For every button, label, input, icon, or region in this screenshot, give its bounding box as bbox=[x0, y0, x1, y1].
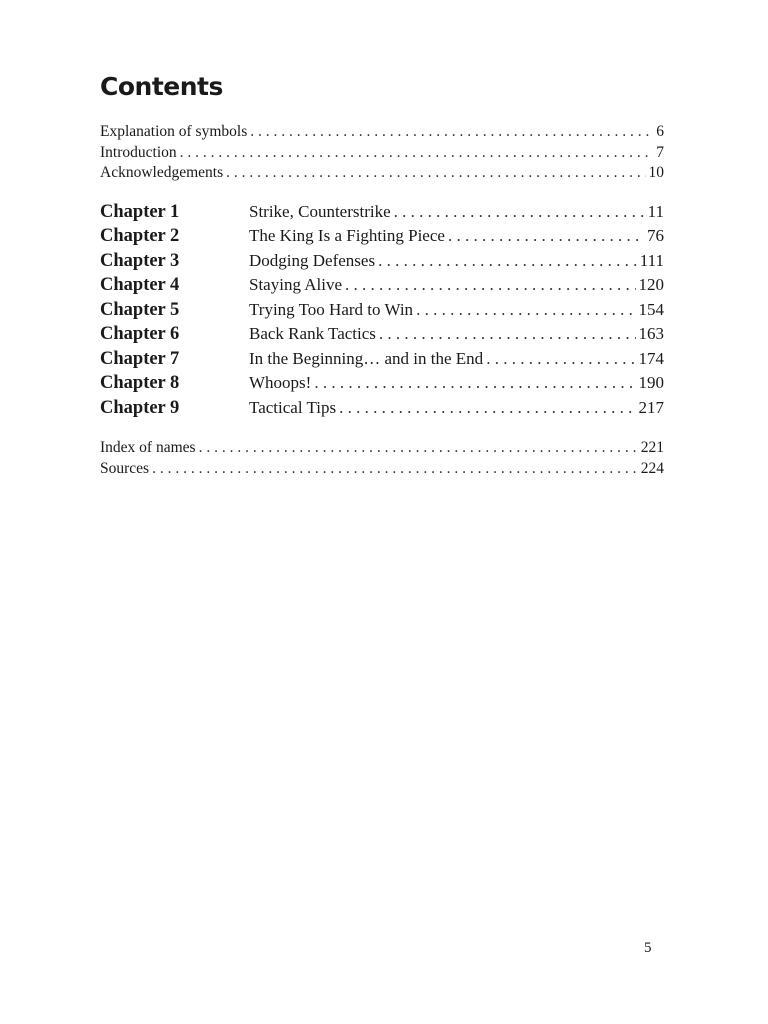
toc-entry-chapter-2[interactable] bbox=[100, 224, 664, 249]
chapter-title: The King Is a Fighting Piece bbox=[249, 226, 445, 245]
chapter-number: Chapter 7 bbox=[100, 348, 180, 369]
chapter-number: Chapter 5 bbox=[100, 299, 180, 320]
toc-entry-chapter-3[interactable] bbox=[100, 249, 664, 274]
chapter-page: 217 bbox=[638, 397, 664, 417]
leader-dots bbox=[486, 347, 635, 372]
chapter-page: 120 bbox=[638, 275, 664, 294]
toc-entry-page: 6 bbox=[656, 123, 664, 140]
leader-dots bbox=[226, 163, 645, 184]
chapter-page: 174 bbox=[638, 348, 664, 368]
page-number: 5 bbox=[644, 940, 652, 956]
chapter-page: 111 bbox=[639, 250, 664, 270]
chapter-title: Tactical Tips bbox=[249, 397, 337, 417]
leader-dots bbox=[199, 438, 638, 459]
toc-entry-page: 7 bbox=[656, 143, 664, 161]
toc-entry-label: Explanation of symbols bbox=[100, 123, 248, 140]
toc-entry-chapter-6[interactable] bbox=[100, 322, 664, 347]
toc-entry-label: Sources bbox=[100, 459, 150, 477]
leader-dots bbox=[314, 371, 635, 396]
toc-entry-chapter-7[interactable] bbox=[100, 347, 664, 372]
toc-entry-index-of-names[interactable] bbox=[100, 438, 664, 459]
chapter-number: Chapter 3 bbox=[100, 250, 180, 271]
chapter-number: Chapter 1 bbox=[100, 201, 180, 222]
leader-dots bbox=[180, 143, 654, 164]
toc-entry-label: Index of names bbox=[100, 439, 196, 456]
back-matter-list bbox=[100, 438, 664, 479]
leader-dots bbox=[394, 200, 645, 225]
chapter-title: In the Beginning… and in the End bbox=[249, 348, 484, 368]
chapter-number: Chapter 2 bbox=[100, 226, 180, 246]
toc-entry-page: 221 bbox=[640, 439, 664, 456]
leader-dots bbox=[416, 298, 635, 323]
chapter-title: Strike, Counterstrike bbox=[249, 201, 391, 221]
toc-entry-chapter-1[interactable] bbox=[100, 200, 664, 225]
toc-entry-chapter-4[interactable] bbox=[100, 273, 664, 298]
page-title: Contents bbox=[100, 72, 223, 101]
toc-entry-chapter-5[interactable] bbox=[100, 298, 664, 323]
chapter-title: Staying Alive bbox=[249, 275, 343, 294]
chapter-number: Chapter 8 bbox=[100, 373, 180, 393]
toc-entry-label: Introduction bbox=[100, 143, 177, 161]
leader-dots bbox=[378, 249, 637, 274]
leader-dots bbox=[250, 122, 653, 143]
leader-dots bbox=[152, 459, 638, 480]
toc-entry-chapter-9[interactable] bbox=[100, 396, 664, 421]
front-matter-list bbox=[100, 122, 664, 184]
chapter-number: Chapter 4 bbox=[100, 275, 180, 295]
chapter-page: 154 bbox=[638, 299, 664, 319]
chapter-page: 11 bbox=[647, 201, 664, 221]
leader-dots bbox=[379, 322, 636, 347]
toc-entry-page: 224 bbox=[640, 459, 664, 477]
toc-entry-label: Acknowledgements bbox=[100, 164, 224, 181]
chapter-page: 76 bbox=[647, 226, 664, 245]
chapter-list bbox=[100, 200, 664, 421]
chapter-page: 163 bbox=[638, 324, 664, 343]
chapter-title: Back Rank Tactics bbox=[249, 324, 376, 343]
toc-entry-introduction[interactable] bbox=[100, 143, 664, 164]
toc-entry-explanation-of-symbols[interactable] bbox=[100, 122, 664, 143]
chapter-number: Chapter 6 bbox=[100, 324, 180, 344]
leader-dots bbox=[345, 273, 635, 298]
leader-dots bbox=[339, 396, 635, 421]
toc-entry-chapter-8[interactable] bbox=[100, 371, 664, 396]
leader-dots bbox=[448, 224, 644, 249]
chapter-title: Whoops! bbox=[249, 373, 312, 392]
chapter-number: Chapter 9 bbox=[100, 397, 180, 418]
toc-entry-page: 10 bbox=[648, 164, 664, 181]
chapter-title: Dodging Defenses bbox=[249, 250, 376, 270]
contents-page bbox=[100, 70, 664, 479]
chapter-page: 190 bbox=[638, 373, 664, 392]
chapter-title: Trying Too Hard to Win bbox=[249, 299, 414, 319]
toc-entry-acknowledgements[interactable] bbox=[100, 163, 664, 184]
toc-entry-sources[interactable] bbox=[100, 459, 664, 480]
